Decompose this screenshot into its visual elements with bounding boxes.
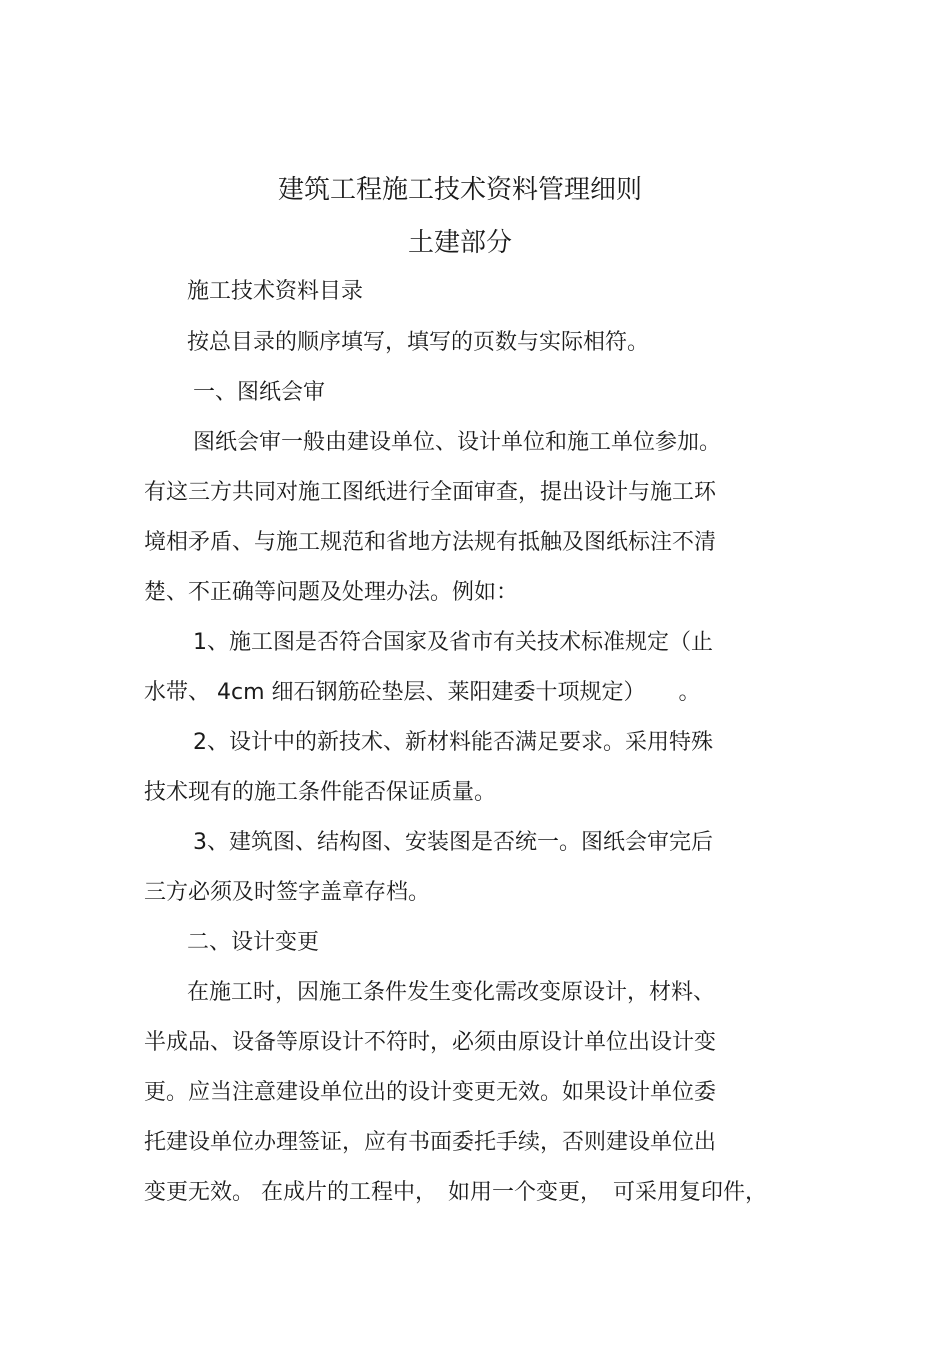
list-item-line: 2、设计中的新技术、新材料能否满足要求。采用特殊 xyxy=(193,730,713,755)
paragraph-line: 境相矛盾、与施工规范和省地方法规有抵触及图纸标注不清 xyxy=(144,530,717,555)
paragraph-line: 施工技术资料目录 xyxy=(187,279,364,304)
document-subtitle: 土建部分 xyxy=(407,228,512,258)
paragraph-line: 在施工时，因施工条件发生变化需改变原设计，材料、 xyxy=(187,980,716,1005)
list-item-line: 三方必须及时签字盖章存档。 xyxy=(144,880,431,905)
paragraph-line: 托建设单位办理签证，应有书面委托手续，否则建设单位出 xyxy=(144,1130,717,1155)
document-title: 建筑工程施工技术资料管理细则 xyxy=(277,175,642,205)
section-heading: 二、设计变更 xyxy=(187,930,320,955)
list-item-line: 水带、 4cm 细石钢筋砼垫层、莱阳建委十项规定） 。 xyxy=(144,680,701,705)
list-item-line: 技术现有的施工条件能否保证质量。 xyxy=(144,780,497,805)
list-item-line: 3、建筑图、结构图、安装图是否统一。图纸会审完后 xyxy=(193,830,713,855)
paragraph-line: 有这三方共同对施工图纸进行全面审查，提出设计与施工环 xyxy=(144,480,717,505)
paragraph-line: 半成品、设备等原设计不符时，必须由原设计单位出设计变 xyxy=(144,1030,717,1055)
list-item-line: 1、施工图是否符合国家及省市有关技术标准规定（止 xyxy=(193,630,713,655)
section-heading: 一、图纸会审 xyxy=(193,380,326,405)
paragraph-line: 图纸会审一般由建设单位、设计单位和施工单位参加。 xyxy=(193,430,722,455)
paragraph-line: 按总目录的顺序填写，填写的页数与实际相符。 xyxy=(187,330,650,355)
paragraph-line: 变更无效。 在成片的工程中， 如用一个变更， 可采用复印件， xyxy=(144,1180,767,1205)
paragraph-line: 更。应当注意建设单位出的设计变更无效。如果设计单位委 xyxy=(144,1080,717,1105)
paragraph-line: 楚、不正确等问题及处理办法。例如： xyxy=(144,580,519,605)
